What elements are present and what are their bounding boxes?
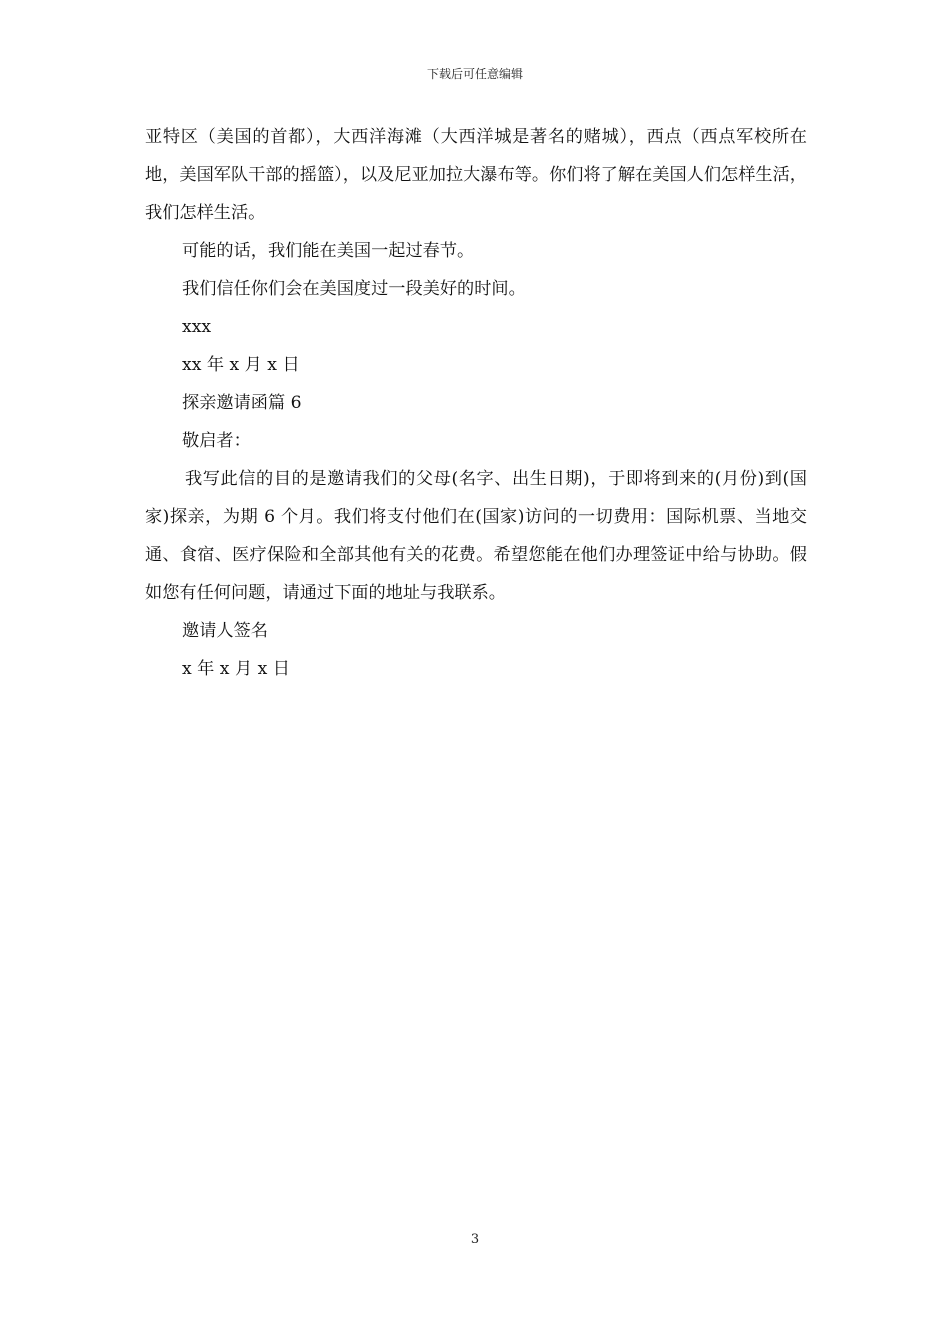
inviter-signature-label: 邀请人签名 <box>182 621 268 641</box>
paragraph-invitation-body: 我写此信的目的是邀请我们的父母(名字、出生日期)，于即将到来的(月份)到(国家)探亲，为期 6 个月。我们将支付他们在(国家)访问的一切费用：国际机票、当地交通、食宿、医疗保险和全部其他有关的花费。希望您能在他们办理签证中给与协助。假如您有任何问题，请通过下面的地址与我联系。 <box>145 469 807 603</box>
signature-date: xx 年 x 月 x 日 <box>182 355 300 375</box>
paragraph-good-time: 我们信任你们会在美国度过一段美好的时间。 <box>182 279 526 299</box>
page-header: 下载后可任意编辑 <box>426 67 523 81</box>
paragraph-itinerary: 亚特区（美国的首都），大西洋海滩（大西洋城是著名的赌城），西点（西点军校所在地，美国军队干部的摇篮），以及尼亚加拉大瀑布等。你们将了解在美国人们怎样生活，我们怎样生活。 <box>145 127 807 223</box>
document-body <box>145 118 807 688</box>
salutation: 敬启者： <box>182 431 251 451</box>
closing-date: x 年 x 月 x 日 <box>182 659 290 679</box>
page-number: 3 <box>470 1232 480 1247</box>
section-title: 探亲邀请函篇 6 <box>182 393 302 413</box>
paragraph-spring-festival: 可能的话，我们能在美国一起过春节。 <box>182 241 475 261</box>
signature-name: xxx <box>182 317 212 337</box>
